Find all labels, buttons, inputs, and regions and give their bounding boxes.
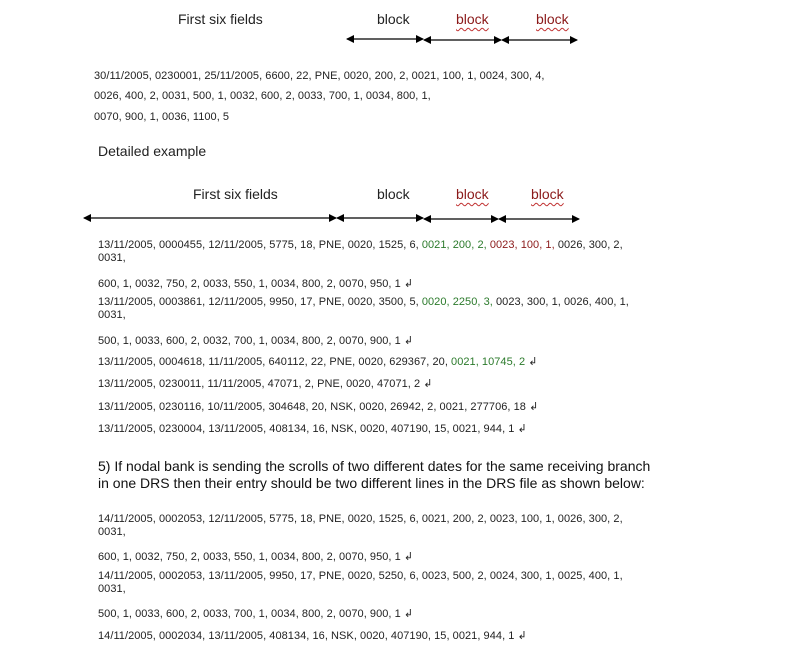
record-line: 0031,	[98, 309, 126, 321]
first-six-fields-label: First six fields	[193, 186, 278, 202]
record-line: 500, 1, 0033, 600, 2, 0033, 700, 1, 0034, 800, 2, 0070, 900, 1 ↲	[98, 608, 414, 620]
record-line: 600, 1, 0032, 750, 2, 0033, 550, 1, 0034, 800, 2, 0070, 950, 1 ↲	[98, 278, 414, 290]
record-line: 0031,	[98, 583, 126, 595]
record-line: 13/11/2005, 0230004, 13/11/2005, 408134, 16, NSK, 0020, 407190, 15, 0021, 944, 1 ↲	[98, 423, 527, 435]
block-label-misspelled: block	[531, 186, 564, 202]
first-six-fields-label: First six fields	[178, 11, 263, 27]
paragraph-line: 5) If nodal bank is sending the scrolls of two different dates for the same receiving branch	[98, 458, 651, 474]
record-line: 500, 1, 0033, 600, 2, 0032, 700, 1, 0034, 800, 2, 0070, 900, 1 ↲	[98, 335, 414, 347]
record-line: 13/11/2005, 0004618, 11/11/2005, 640112, 22, PNE, 0020, 629367, 20, 0021, 10745, 2 ↲	[98, 356, 538, 368]
block-label-misspelled: block	[456, 186, 489, 202]
block-label: block	[377, 186, 410, 202]
record-line: 0070, 900, 1, 0036, 1100, 5	[94, 111, 230, 123]
record-line: 30/11/2005, 0230001, 25/11/2005, 6600, 22, PNE, 0020, 200, 2, 0021, 100, 1, 0024, 300, 4,	[94, 70, 545, 82]
block-label-misspelled: block	[536, 11, 569, 27]
record-line: 13/11/2005, 0230011, 11/11/2005, 47071, 2, PNE, 0020, 47071, 2 ↲	[98, 378, 433, 390]
record-line: 14/11/2005, 0002053, 13/11/2005, 9950, 17, PNE, 0020, 5250, 6, 0023, 500, 2, 0024, 300, 1, 0025, 400, 1,	[98, 570, 623, 582]
record-line: 14/11/2005, 0002053, 12/11/2005, 5775, 18, PNE, 0020, 1525, 6, 0021, 200, 2, 0023, 100, 1, 0026, 300, 2,	[98, 513, 623, 525]
block-label: block	[377, 11, 410, 27]
record-line: 13/11/2005, 0003861, 12/11/2005, 9950, 17, PNE, 0020, 3500, 5, 0020, 2250, 3, 0023, 300, 1, 0026, 400, 1,	[98, 296, 629, 308]
record-line: 14/11/2005, 0002034, 13/11/2005, 408134, 16, NSK, 0020, 407190, 15, 0021, 944, 1 ↲	[98, 630, 527, 642]
section-title: Detailed example	[98, 143, 207, 159]
record-line: 13/11/2005, 0000455, 12/11/2005, 5775, 18, PNE, 0020, 1525, 6, 0021, 200, 2, 0023, 100, 1, 0026, 300, 2,	[98, 239, 623, 251]
block-label-misspelled: block	[456, 11, 489, 27]
paragraph-line: in one DRS then their entry should be two different lines in the DRS file as shown below:	[98, 475, 645, 491]
record-line: 0026, 400, 2, 0031, 500, 1, 0032, 600, 2, 0033, 700, 1, 0034, 800, 1,	[94, 90, 431, 102]
record-line: 0031,	[98, 252, 126, 264]
record-line: 0031,	[98, 526, 126, 538]
record-line: 13/11/2005, 0230116, 10/11/2005, 304648, 20, NSK, 0020, 26942, 2, 0021, 277706, 18 ↲	[98, 401, 539, 413]
record-line: 600, 1, 0032, 750, 2, 0033, 550, 1, 0034, 800, 2, 0070, 950, 1 ↲	[98, 551, 414, 563]
